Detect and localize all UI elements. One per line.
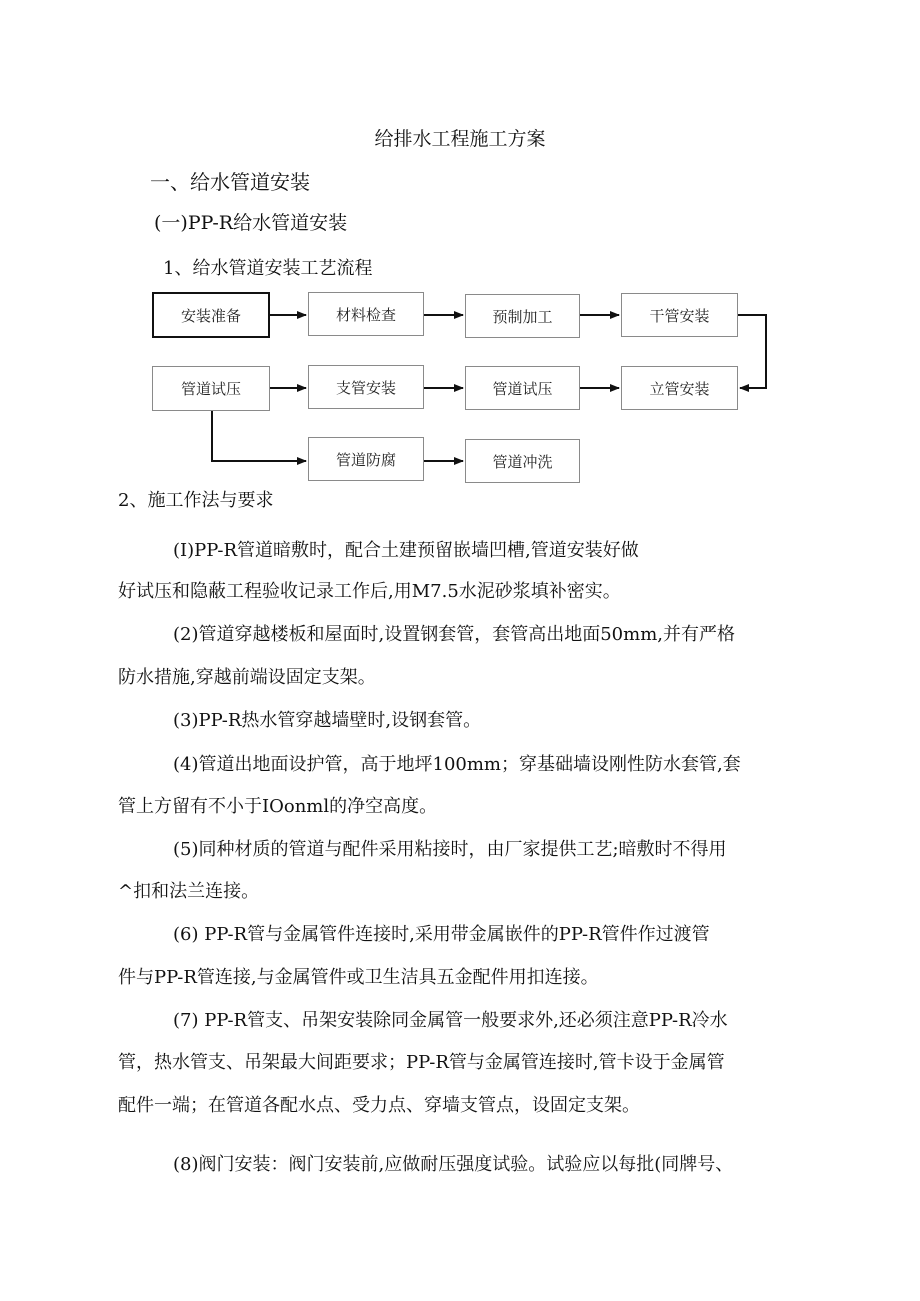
paragraph-line: (5)同种材质的管道与配件采用粘接时，由厂家提供工艺;暗敷时不得用	[173, 839, 727, 860]
paragraph-line: (4)管道出地面设护管，高于地坪100mm；穿基础墙设刚性防水套管,套	[173, 754, 741, 775]
paragraph-line: (I)PP-R管道暗敷时，配合土建预留嵌墙凹槽,管道安装好做	[173, 540, 639, 561]
document-title: 给排水工程施工方案	[374, 128, 546, 150]
paragraph-line: (8)阀门安装：阀门安装前,应做耐压强度试验。试验应以每批(同牌号、	[173, 1154, 734, 1175]
flow-step-flushing: 管道冲洗	[465, 439, 580, 483]
subsection-heading: (一)PP-R给水管道安装	[154, 212, 348, 234]
paragraph-line: 防水措施,穿越前端设固定支架。	[118, 667, 376, 688]
flow-step-anticorrosion: 管道防腐	[308, 437, 424, 481]
flow-step-branch: 支管安装	[308, 365, 424, 409]
arrow-test1-to-anticorrosion	[212, 411, 306, 461]
section-heading: 一、给水管道安装	[150, 170, 310, 194]
flow-step-riser: 立管安装	[621, 366, 738, 410]
paragraph-line: (2)管道穿越楼板和屋面时,设置钢套管，套管高出地面50mm,并有严格	[173, 624, 735, 645]
paragraph-line: 管，热水管支、吊架最大间距要求；PP-R管与金属管连接时,管卡设于金属管	[118, 1052, 725, 1073]
flow-step-prep: 安装准备	[152, 292, 270, 338]
paragraph-line: 好试压和隐蔽工程验收记录工作后,用M7.5水泥砂浆填补密实。	[118, 581, 621, 602]
item-heading-requirements: 2、施工作法与要求	[118, 490, 274, 511]
flow-step-material-check: 材料检查	[308, 292, 424, 336]
paragraph-line: ^扣和法兰连接。	[118, 881, 260, 902]
flow-step-pressure-test-1: 管道试压	[152, 366, 270, 411]
arrow-mainpipe-to-riser	[738, 315, 766, 388]
flow-step-prefab: 预制加工	[465, 294, 580, 338]
paragraph-line: (3)PP-R热水管穿越墙壁时,设钢套管。	[173, 710, 482, 731]
item-heading-flow: 1、给水管道安装工艺流程	[163, 258, 373, 279]
paragraph-line: 件与PP-R管连接,与金属管件或卫生洁具五金配件用扣连接。	[118, 967, 599, 988]
paragraph-line: (7) PP-R管支、吊架安装除同金属管一般要求外,还必须注意PP-R冷水	[173, 1010, 728, 1031]
paragraph-line: (6) PP-R管与金属管件连接时,采用带金属嵌件的PP-R管件作过渡管	[173, 924, 710, 945]
flow-step-pressure-test-2: 管道试压	[465, 366, 580, 410]
paragraph-line: 配件一端；在管道各配水点、受力点、穿墙支管点，设固定支架。	[118, 1095, 640, 1116]
flow-step-main-pipe: 干管安装	[621, 293, 738, 337]
flow-arrows	[0, 0, 920, 520]
paragraph-line: 管上方留有不小于IOonml的净空高度。	[118, 796, 438, 817]
